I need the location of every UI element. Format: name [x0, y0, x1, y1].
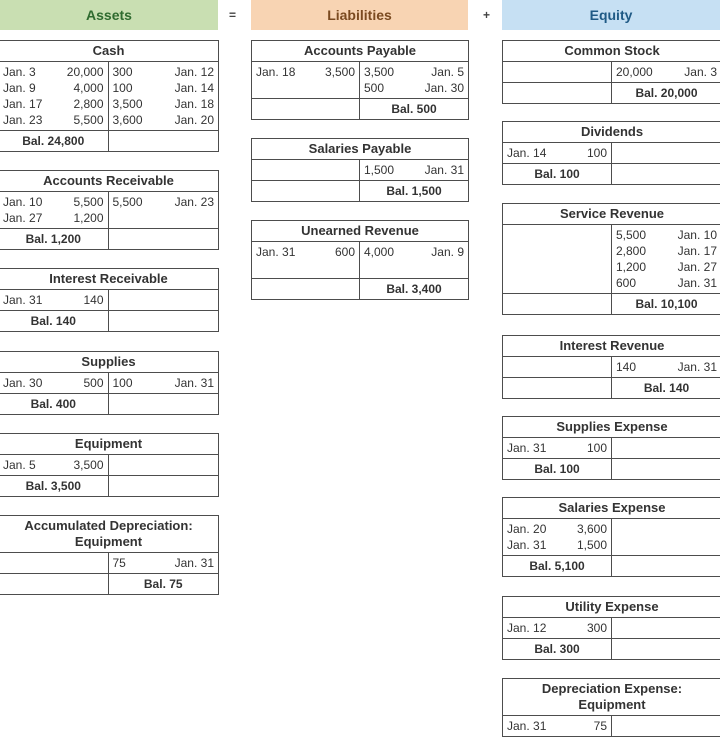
entry-date: Jan. 9 [3, 81, 36, 95]
debit-side [252, 62, 360, 98]
debit-side [503, 357, 612, 377]
balance-row [0, 311, 218, 332]
account-title: Supplies Expense [503, 417, 720, 438]
debit-entry [507, 145, 607, 161]
entry-date: Jan. 23 [3, 113, 43, 127]
debit-side [503, 618, 612, 638]
balance-left: Bal. 5,100 [503, 556, 612, 576]
debit-side [0, 290, 109, 310]
credit-entry [616, 521, 717, 537]
balance-right: Bal. 1,500 [386, 184, 442, 198]
debit-entry [507, 440, 607, 456]
entry-date: Jan. 31 [256, 245, 296, 259]
debit-entry [507, 521, 607, 537]
entry-amount: 100 [586, 441, 607, 455]
equity-header: Equity [502, 0, 720, 30]
credit-entry [616, 440, 717, 456]
balance-row [503, 556, 720, 577]
balance-right [109, 311, 219, 331]
credit-entry [616, 718, 717, 734]
debit-entry [256, 80, 355, 96]
debit-side [503, 225, 612, 293]
entry-date: Jan. 31 [3, 293, 43, 307]
t-account-equipment [0, 433, 219, 497]
entry-date: Jan. 10 [3, 195, 43, 209]
entry-date: Jan. 27 [3, 211, 43, 225]
balance-left: Bal. 24,800 [0, 131, 109, 151]
entry-date: Jan. 9 [431, 245, 464, 259]
balance-row [0, 131, 218, 152]
balance-right: Bal. 10,100 [635, 297, 698, 311]
debit-side [0, 373, 109, 393]
debit-side [503, 62, 612, 82]
credit-side [612, 62, 720, 82]
credit-side [360, 62, 468, 98]
t-account-utility-expense [502, 596, 720, 660]
credit-entry [113, 457, 215, 473]
entry-amount: 20,000 [616, 65, 653, 79]
account-title: Supplies [0, 352, 218, 373]
credit-entry [113, 96, 215, 112]
entry-date: Jan. 5 [3, 458, 36, 472]
account-entries [0, 455, 218, 476]
debit-entry [507, 259, 607, 275]
credit-entry [616, 359, 717, 375]
balance-right [109, 394, 219, 414]
entry-date: Jan. 31 [174, 376, 214, 390]
entry-date: Jan. 12 [174, 65, 214, 79]
balance-right [612, 639, 720, 659]
debit-entry [256, 162, 355, 178]
debit-entry [507, 275, 607, 291]
balance-left [0, 574, 109, 594]
entry-amount: 100 [112, 81, 133, 95]
credit-entry [364, 80, 464, 96]
entry-date: Jan. 23 [174, 195, 214, 209]
entry-amount: 3,500 [112, 97, 143, 111]
account-entries [503, 716, 720, 737]
account-title: Salaries Expense [503, 498, 720, 519]
t-account-supplies-expense [502, 416, 720, 480]
account-entries [252, 160, 468, 181]
debit-entry [3, 457, 104, 473]
debit-side [503, 716, 612, 736]
credit-side [612, 519, 720, 555]
t-account-salaries-expense [502, 497, 720, 577]
credit-entry [364, 64, 464, 80]
balance-row [503, 378, 720, 399]
liabilities-header: Liabilities [251, 0, 468, 30]
credit-side [612, 716, 720, 736]
account-entries [0, 290, 218, 311]
credit-side [612, 618, 720, 638]
entry-amount: 100 [112, 376, 133, 390]
debit-entry [507, 537, 607, 553]
entry-date: Jan. 31 [677, 276, 717, 290]
balance-row [0, 394, 218, 415]
entry-amount: 1,500 [364, 163, 395, 177]
balance-right [612, 164, 720, 184]
credit-entry [364, 260, 464, 276]
credit-entry [113, 555, 215, 571]
debit-entry [507, 243, 607, 259]
credit-entry [113, 80, 215, 96]
entry-amount: 4,000 [364, 245, 395, 259]
entry-amount: 500 [83, 376, 104, 390]
entry-amount: 1,200 [73, 211, 104, 225]
debit-side [503, 143, 612, 163]
account-entries [503, 357, 720, 378]
account-entries [0, 553, 218, 574]
entry-date: Jan. 31 [507, 538, 547, 552]
entry-date: Jan. 31 [424, 163, 464, 177]
debit-side [503, 438, 612, 458]
debit-side [0, 192, 109, 228]
balance-left [503, 294, 612, 314]
entry-date: Jan. 17 [677, 244, 717, 258]
entry-amount: 600 [616, 276, 637, 290]
balance-right [109, 131, 219, 151]
account-entries [503, 618, 720, 639]
balance-right [612, 556, 720, 576]
entry-date: Jan. 14 [507, 146, 547, 160]
credit-entry [364, 244, 464, 260]
debit-entry [3, 210, 104, 226]
entry-amount: 3,500 [73, 458, 104, 472]
account-title: Accounts Payable [252, 41, 468, 62]
account-title: Salaries Payable [252, 139, 468, 160]
credit-side [109, 553, 219, 573]
account-title: Equipment [0, 434, 218, 455]
debit-side [503, 519, 612, 555]
credit-side [360, 160, 468, 180]
entry-amount: 3,500 [364, 65, 395, 79]
debit-entry [3, 292, 104, 308]
balance-right: Bal. 3,400 [386, 282, 442, 296]
balance-left: Bal. 100 [503, 164, 612, 184]
credit-entry [616, 259, 717, 275]
entry-date: Jan. 20 [507, 522, 547, 536]
balance-left: Bal. 1,200 [0, 229, 109, 249]
debit-entry [256, 244, 355, 260]
account-title: Depreciation Expense: Equipment [503, 679, 720, 716]
account-title: Unearned Revenue [252, 221, 468, 242]
entry-date: Jan. 31 [507, 719, 547, 733]
balance-row [503, 164, 720, 185]
account-entries [0, 192, 218, 229]
debit-side [0, 455, 109, 475]
balance-right: Bal. 20,000 [635, 86, 698, 100]
entry-amount: 100 [586, 146, 607, 160]
debit-side [252, 160, 360, 180]
debit-entry [3, 194, 104, 210]
credit-side [109, 192, 219, 228]
credit-entry [616, 227, 717, 243]
entry-amount: 4,000 [73, 81, 104, 95]
entry-date: Jan. 3 [684, 65, 717, 79]
balance-right: Bal. 140 [643, 381, 690, 395]
balance-right [109, 476, 219, 496]
entry-amount: 1,500 [576, 538, 607, 552]
entry-amount: 300 [112, 65, 133, 79]
credit-side [612, 143, 720, 163]
account-title: Common Stock [503, 41, 720, 62]
t-account-salaries-payable [251, 138, 469, 202]
balance-row [503, 83, 720, 104]
account-title: Dividends [503, 122, 720, 143]
credit-entry [364, 162, 464, 178]
entry-amount: 5,500 [616, 228, 647, 242]
credit-entry [616, 537, 717, 553]
credit-side [612, 225, 720, 293]
debit-entry [507, 359, 607, 375]
entry-amount: 5,500 [73, 195, 104, 209]
equals-sign: = [229, 8, 237, 22]
entry-date: Jan. 20 [174, 113, 214, 127]
entry-date: Jan. 17 [3, 97, 43, 111]
account-entries [0, 62, 218, 131]
balance-row [503, 459, 720, 480]
balance-right [109, 229, 219, 249]
debit-entry [3, 80, 104, 96]
credit-side [612, 357, 720, 377]
assets-header: Assets [0, 0, 218, 30]
account-title: Service Revenue [503, 204, 720, 225]
account-title: Interest Receivable [0, 269, 218, 290]
balance-row [0, 229, 218, 250]
t-account-accumulated-depreciation [0, 515, 219, 595]
credit-entry [113, 64, 215, 80]
t-account-dividends [502, 121, 720, 185]
account-entries [503, 225, 720, 294]
account-title: Utility Expense [503, 597, 720, 618]
entry-date: Jan. 31 [677, 360, 717, 374]
entry-amount: 140 [83, 293, 104, 307]
entry-amount: 300 [586, 621, 607, 635]
entry-amount: 3,600 [576, 522, 607, 536]
t-account-interest-receivable [0, 268, 219, 332]
balance-left [252, 279, 360, 299]
entry-date: Jan. 27 [677, 260, 717, 274]
debit-side [252, 242, 360, 278]
balance-right [612, 459, 720, 479]
entry-amount: 20,000 [66, 65, 104, 79]
balance-left: Bal. 3,500 [0, 476, 109, 496]
debit-entry [507, 227, 607, 243]
debit-entry [3, 64, 104, 80]
entry-date: Jan. 30 [3, 376, 43, 390]
entry-amount: 1,200 [616, 260, 647, 274]
balance-row [0, 476, 218, 497]
balance-row [252, 181, 468, 202]
balance-left [503, 83, 612, 103]
entry-date: Jan. 31 [174, 556, 214, 570]
balance-left: Bal. 400 [0, 394, 109, 414]
t-account-supplies [0, 351, 219, 415]
entry-date: Jan. 30 [424, 81, 464, 95]
entry-date: Jan. 10 [677, 228, 717, 242]
entry-amount: 2,800 [73, 97, 104, 111]
credit-entry [616, 275, 717, 291]
balance-left [252, 99, 360, 119]
entry-amount: 500 [364, 81, 385, 95]
balance-left [252, 181, 360, 201]
account-entries [503, 438, 720, 459]
credit-entry [616, 243, 717, 259]
account-entries [252, 62, 468, 99]
credit-side [360, 242, 468, 278]
account-title: Cash [0, 41, 218, 62]
balance-row [252, 279, 468, 300]
entry-amount: 600 [334, 245, 355, 259]
account-title: Accounts Receivable [0, 171, 218, 192]
t-account-common-stock [502, 40, 720, 104]
credit-entry [113, 210, 215, 226]
credit-side [109, 373, 219, 393]
entry-amount: 75 [112, 556, 126, 570]
debit-entry [256, 64, 355, 80]
t-account-accounts-payable [251, 40, 469, 120]
credit-entry [616, 145, 717, 161]
t-account-unearned-revenue [251, 220, 469, 300]
balance-left: Bal. 300 [503, 639, 612, 659]
credit-side [109, 455, 219, 475]
balance-right: Bal. 500 [391, 102, 437, 116]
entry-date: Jan. 18 [174, 97, 214, 111]
account-entries [503, 519, 720, 556]
balance-left: Bal. 100 [503, 459, 612, 479]
entry-amount: 5,500 [73, 113, 104, 127]
credit-entry [616, 620, 717, 636]
debit-entry [507, 620, 607, 636]
account-title: Interest Revenue [503, 336, 720, 357]
debit-entry [3, 96, 104, 112]
debit-entry [3, 555, 104, 571]
debit-entry [507, 64, 607, 80]
t-account-depreciation-expense [502, 678, 720, 737]
credit-entry [616, 64, 717, 80]
entry-date: Jan. 5 [431, 65, 464, 79]
entry-amount: 75 [593, 719, 607, 733]
account-entries [503, 143, 720, 164]
debit-entry [3, 375, 104, 391]
balance-row [0, 574, 218, 595]
balance-left [503, 378, 612, 398]
balance-row [252, 99, 468, 120]
credit-side [612, 438, 720, 458]
t-account-accounts-receivable [0, 170, 219, 250]
entry-date: Jan. 14 [174, 81, 214, 95]
entry-amount: 140 [616, 360, 637, 374]
t-account-service-revenue [502, 203, 720, 315]
entry-amount: 5,500 [112, 195, 143, 209]
t-account-cash [0, 40, 219, 152]
credit-side [109, 62, 219, 130]
entry-date: Jan. 3 [3, 65, 36, 79]
balance-row [503, 294, 720, 315]
entry-amount: 3,500 [324, 65, 355, 79]
account-entries [252, 242, 468, 279]
credit-entry [113, 194, 215, 210]
balance-right: Bal. 75 [143, 577, 183, 591]
entry-date: Jan. 18 [256, 65, 296, 79]
entry-date: Jan. 31 [507, 441, 547, 455]
balance-row [503, 639, 720, 660]
credit-entry [113, 112, 215, 128]
credit-entry [113, 375, 215, 391]
entry-amount: 2,800 [616, 244, 647, 258]
debit-side [0, 62, 109, 130]
credit-entry [113, 292, 215, 308]
debit-entry [3, 112, 104, 128]
balance-left: Bal. 140 [0, 311, 109, 331]
account-entries [0, 373, 218, 394]
plus-sign: + [483, 8, 491, 22]
t-account-interest-revenue [502, 335, 720, 399]
account-title: Accumulated Depreciation: Equipment [0, 516, 218, 553]
credit-side [109, 290, 219, 310]
debit-side [0, 553, 109, 573]
account-entries [503, 62, 720, 83]
debit-entry [507, 718, 607, 734]
entry-amount: 3,600 [112, 113, 143, 127]
entry-date: Jan. 12 [507, 621, 547, 635]
